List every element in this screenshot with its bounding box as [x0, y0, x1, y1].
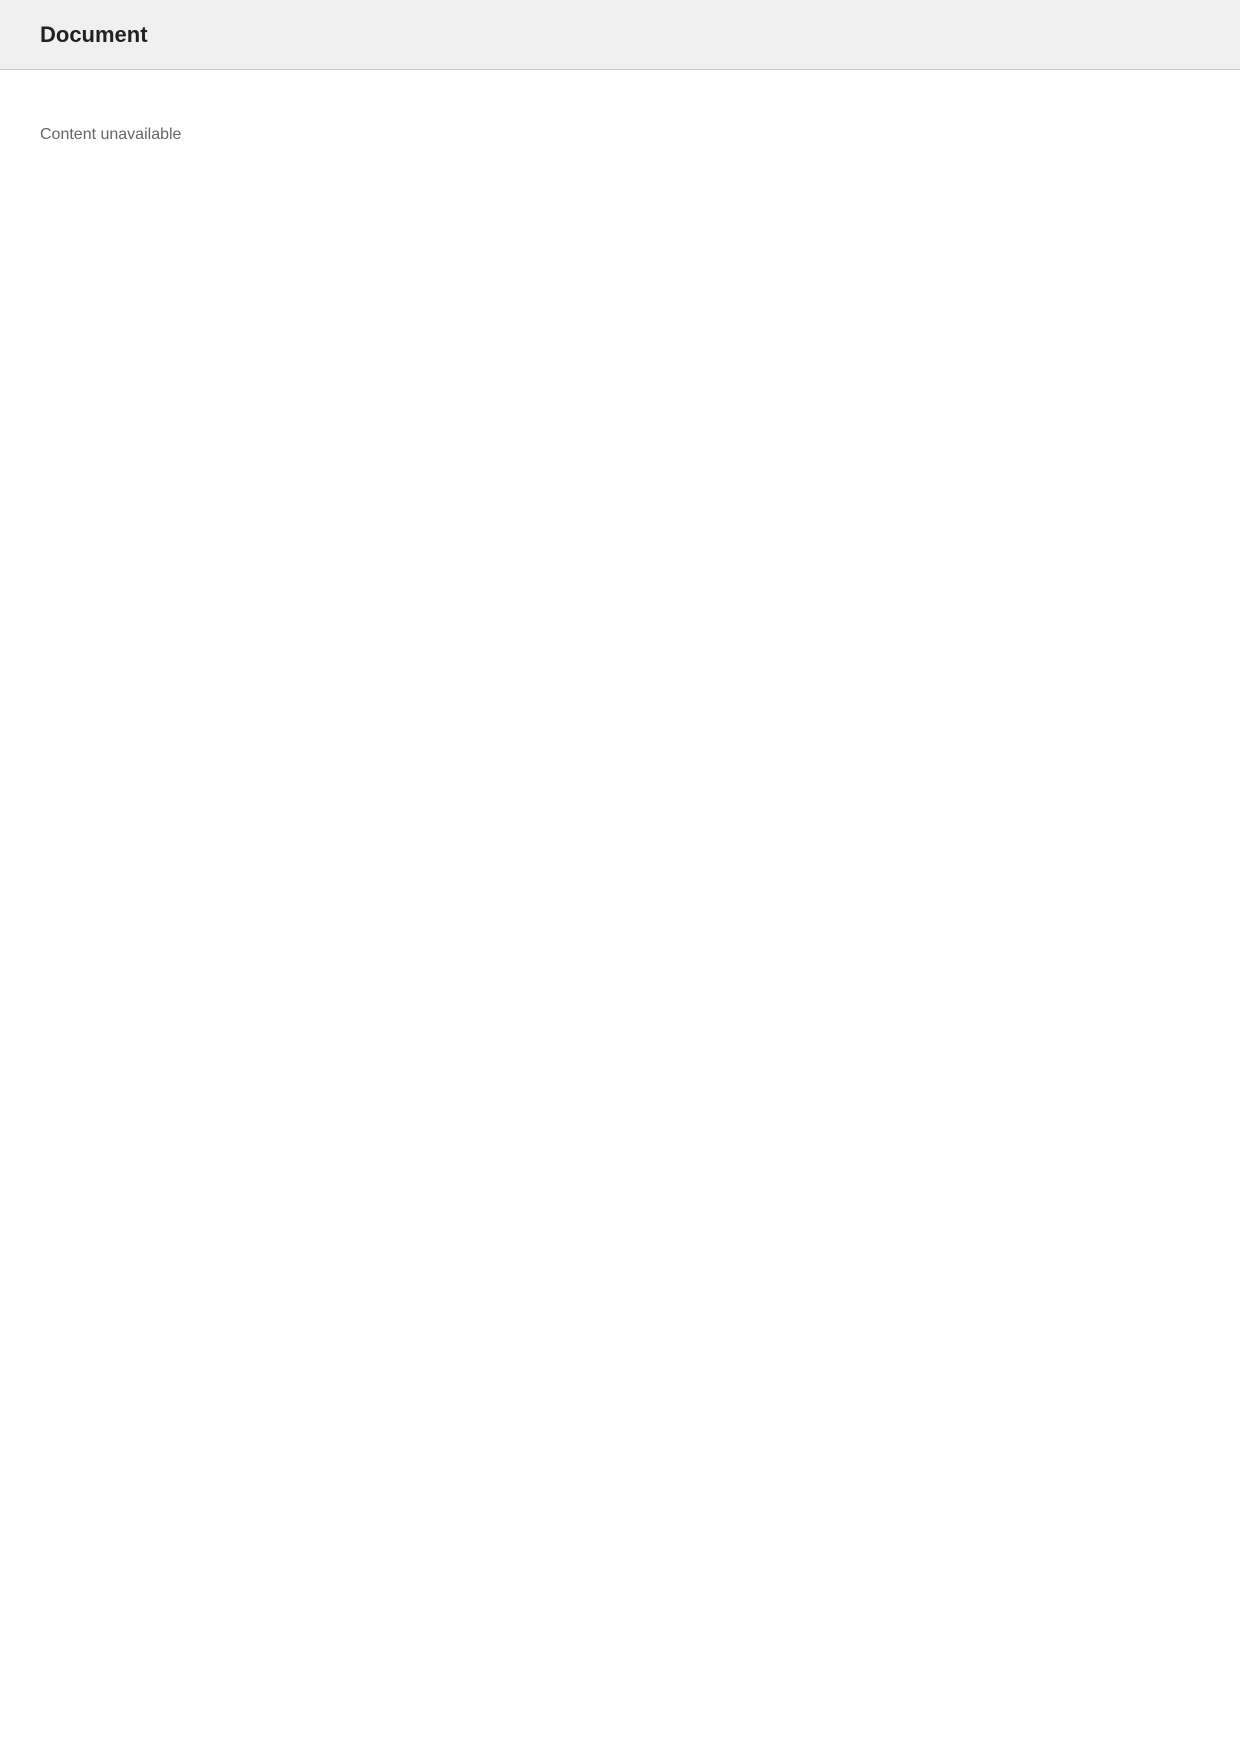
page-header — [0, 0, 1240, 70]
page-body — [0, 70, 1240, 200]
page-title: Document — [40, 21, 148, 47]
notice-text: Content unavailable — [40, 126, 182, 143]
